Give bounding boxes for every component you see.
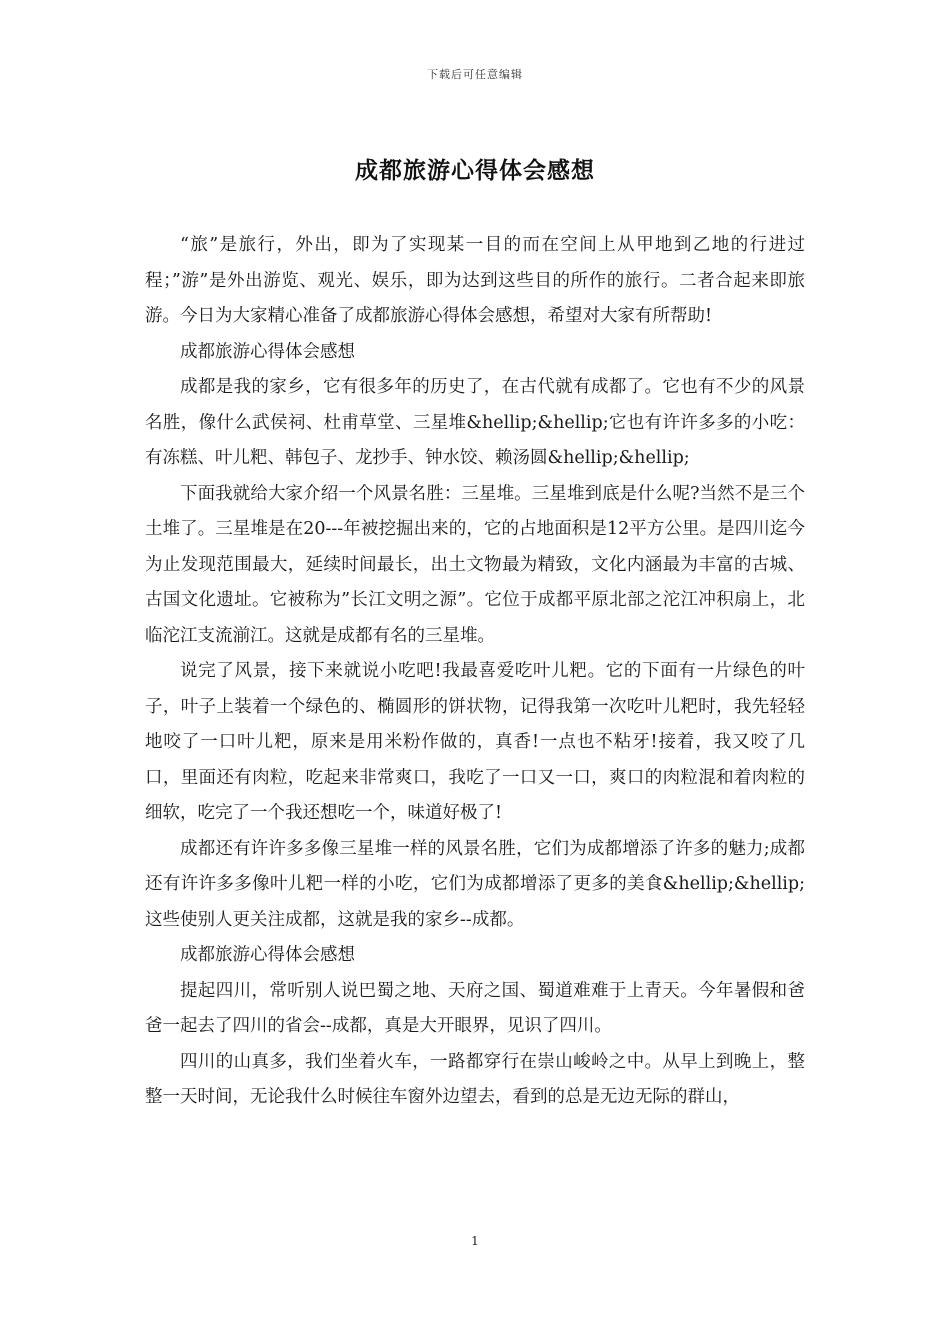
- document-body: [145, 228, 805, 1116]
- paragraph: 成都是我的家乡，它有很多年的历史了，在古代就有成都了。它也有不少的风景名胜，像什么武侯祠、杜甫草堂、三星堆&hellip;&hellip;它也有许许多多的小吃：有冻糕、叶儿粑、韩包子、龙抄手、钟水饺、赖汤圆&hellip;&hellip;: [145, 377, 805, 468]
- paragraph: 说完了风景，接下来就说小吃吧!我最喜爱吃叶儿粑。它的下面有一片绿色的叶子，叶子上装着一个绿色的、椭圆形的饼状物，记得我第一次吃叶儿粑时，我先轻轻地咬了一口叶儿粑，原来是用米粉作做的，真香!一点也不粘牙!接着，我又咬了几口，里面还有肉粒，吃起来非常爽口，我吃了一口又一口，爽口的肉粒混和着肉粒的细软，吃完了一个我还想吃一个，味道好极了!: [145, 661, 805, 823]
- page-number: 1: [471, 1234, 479, 1248]
- section-heading: 成都旅游心得体会感想: [180, 945, 355, 965]
- paragraph-intro: “旅”是旅行，外出，即为了实现某一目的而在空间上从甲地到乙地的行进过程；”游”是外出游览、观光、娱乐，即为达到这些目的所作的旅行。二者合起来即旅游。今日为大家精心准备了成都旅游心得体会感想，希望对大家有所帮助!: [145, 235, 805, 326]
- document-title: 成都旅游心得体会感想: [355, 157, 595, 184]
- section-heading: 成都旅游心得体会感想: [180, 341, 355, 362]
- paragraph: 下面我就给大家介绍一个风景名胜：三星堆。三星堆到底是什么呢?当然不是三个土堆了。三星堆是在20---年被挖掘出来的，它的占地面积是12平方公里。是四川迄今为止发现范围最大，延续时间最长，出土文物最为精致，文化内涵最为丰富的古城、古国文化遗址。它被称为”长江文明之源”。它位于成都平原北部之沱江冲积扇上，北临沱江支流湔江。这就是成都有名的三星堆。: [145, 483, 805, 646]
- paragraph: 四川的山真多，我们坐着火车，一路都穿行在崇山峻岭之中。从早上到晚上，整整一天时间，无论我什么时候往车窗外边望去，看到的总是无边无际的群山，: [145, 1051, 805, 1107]
- paragraph: 提起四川，常听别人说巴蜀之地、天府之国、蜀道难难于上青天。今年暑假和爸爸一起去了四川的省会--成都，真是大开眼界，见识了四川。: [145, 980, 805, 1036]
- page-header-note: 下载后可任意编辑: [427, 68, 523, 81]
- paragraph: 成都还有许许多多像三星堆一样的风景名胜，它们为成都增添了许多的魅力;成都还有许许多多像叶儿粑一样的小吃，它们为成都增添了更多的美食&hellip;&hellip;这些使别人更关注成都，这就是我的家乡--成都。: [145, 838, 805, 930]
